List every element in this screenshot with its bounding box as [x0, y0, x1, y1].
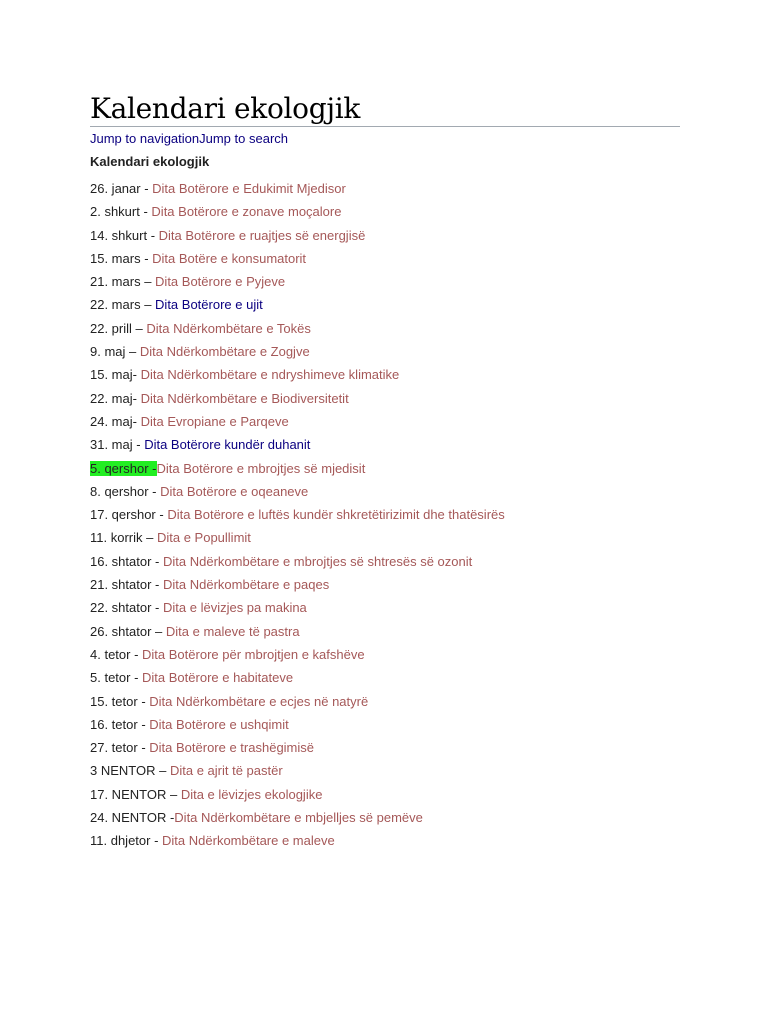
entry-separator: – [151, 623, 166, 639]
entry-separator: - [151, 553, 163, 569]
list-item [90, 666, 680, 689]
entry-event-link[interactable]: Dita Botërore e luftës kundër shkretëtirizimit dhe thatësirës [167, 507, 505, 523]
entry-event-link[interactable]: Dita Botërore e Edukimit Mjedisor [152, 181, 346, 196]
entry-separator: - [140, 181, 153, 196]
entry-event-link[interactable]: Dita e lëvizjes pa makina [163, 600, 307, 616]
entry-date: 22. shtator [90, 600, 152, 616]
jump-to-navigation-link[interactable]: Jump to navigation [90, 131, 200, 146]
entry-date: 11. dhjetor [90, 833, 151, 849]
entry-event-link[interactable]: Dita Botërore kundër duhanit [144, 437, 311, 453]
entry-separator: - [137, 693, 150, 709]
entry-separator: - [132, 390, 141, 406]
entry-event-link[interactable]: Dita Ndërkombëtare e paqes [163, 577, 330, 593]
entry-event-link[interactable]: Dita e Popullimit [156, 530, 251, 546]
entry-date: 22. prill [90, 320, 132, 336]
list-item [90, 550, 680, 573]
list-item [90, 480, 680, 503]
entry-event-link[interactable]: Dita Ndërkombëtare e maleve [162, 833, 335, 849]
list-item [90, 270, 680, 293]
entry-event-link[interactable]: Dita Botërore e Pyjeve [155, 274, 286, 290]
entry-separator: - [132, 437, 145, 453]
entry-date: 26. shtator [90, 623, 152, 639]
entry-date: 24. NENTOR [90, 810, 167, 826]
entry-separator: – [140, 297, 156, 313]
entry-event-link[interactable]: Dita Botërore e oqeaneve [160, 483, 309, 499]
jump-links [90, 131, 680, 147]
entry-separator: - [132, 367, 141, 383]
entry-date: 21. mars [90, 274, 141, 290]
list-item [90, 596, 680, 619]
entry-date: 9. maj [90, 344, 126, 360]
list-item [90, 503, 680, 526]
list-item [90, 433, 680, 456]
entry-event-link[interactable]: Dita e maleve të pastra [165, 623, 300, 639]
list-item [90, 573, 680, 596]
entry-date: 11. korrik [90, 530, 143, 546]
list-item [90, 620, 680, 643]
entry-date: 21. shtator [90, 577, 152, 593]
list-item [90, 690, 680, 713]
entry-event-link[interactable]: Dita Botërore e trashëgimisë [149, 740, 315, 756]
article [90, 92, 680, 853]
entry-event-link[interactable]: Dita Botërore e ruajtjes së energjisë [158, 227, 366, 243]
list-item [90, 387, 680, 410]
list-item [90, 736, 680, 759]
entry-date: 3 NENTOR [90, 763, 156, 779]
list-item [90, 829, 680, 852]
entry-date: 22. mars [90, 297, 141, 313]
entry-separator: – [140, 274, 156, 290]
entry-date: 8. qershor [90, 483, 149, 499]
entry-date: 26. janar [90, 181, 141, 196]
entry-event-link[interactable]: Dita Ndërkombëtare e ndryshimeve klimatike [140, 367, 400, 383]
entry-separator: - [130, 646, 143, 662]
entry-separator: - [130, 670, 143, 686]
entry-separator: - [148, 460, 157, 476]
list-item [90, 200, 680, 223]
list-item [90, 713, 680, 736]
entry-event-link[interactable]: Dita Botërore për mbrojtjen e kafshëve [142, 646, 365, 662]
list-item [90, 177, 680, 200]
list-item [90, 526, 680, 549]
entry-date: 15. maj [90, 367, 133, 383]
entry-event-link[interactable]: Dita e ajrit të pastër [169, 763, 283, 779]
entry-event-link[interactable]: Dita Botëre e konsumatorit [152, 250, 307, 266]
entry-date: 5. tetor [90, 670, 131, 686]
entry-date: 24. maj [90, 413, 133, 429]
entry-event-link[interactable]: Dita Ndërkombëtare e Tokës [146, 320, 311, 336]
list-item [90, 806, 680, 829]
list-item [90, 224, 680, 247]
entry-separator: - [166, 810, 175, 826]
list-item [90, 783, 680, 806]
section-heading: Kalendari ekologjik [90, 154, 210, 169]
list-item [90, 247, 680, 270]
entry-separator: - [155, 507, 168, 523]
entry-event-link[interactable]: Dita Botërore e ushqimit [149, 716, 289, 732]
entry-event-link[interactable]: Dita Botërore e ujit [155, 297, 263, 313]
entry-separator: - [151, 600, 163, 616]
title-divider [90, 126, 680, 127]
entry-separator: - [132, 413, 141, 429]
entry-date: 2. shkurt [90, 204, 140, 220]
entry-separator: - [151, 577, 163, 593]
entry-date: 31. maj [90, 437, 133, 453]
entry-event-link[interactable]: Dita Ndërkombëtare e mbjelljes së pemëve [174, 810, 423, 826]
entry-date: 27. tetor [90, 740, 138, 756]
jump-to-search-link[interactable]: Jump to search [199, 131, 288, 146]
calendar-list [90, 177, 680, 853]
entry-separator: – [166, 786, 181, 802]
entry-date: 14. shkurt [90, 227, 148, 243]
entry-event-link[interactable]: Dita Botërore e zonave moçalore [151, 204, 342, 220]
list-item [90, 340, 680, 363]
entry-date: 17. NENTOR [90, 786, 167, 802]
entry-date: 16. tetor [90, 716, 138, 732]
entry-event-link[interactable]: Dita Ndërkombëtare e Zogjve [139, 344, 310, 360]
list-item [90, 363, 680, 386]
entry-event-link[interactable]: Dita Botërore e habitateve [142, 670, 294, 686]
list-item [90, 410, 680, 433]
entry-date: 17. qershor [90, 507, 156, 523]
entry-event-link[interactable]: Dita Botërore e mbrojtjes së mjedisit [156, 460, 366, 476]
entry-separator: - [139, 204, 152, 220]
entry-event-link[interactable]: Dita Ndërkombëtare e Biodiversitetit [140, 390, 349, 406]
entry-separator: - [148, 483, 161, 499]
entry-event-link[interactable]: Dita e lëvizjes ekologjike [180, 786, 323, 802]
entry-separator: - [147, 227, 159, 243]
entry-event-link[interactable]: Dita Ndërkombëtare e mbrojtjes së shtresës së ozonit [163, 553, 473, 569]
page-title: Kalendari ekologjik [90, 92, 361, 125]
entry-date: 22. maj [90, 390, 133, 406]
entry-separator: – [125, 344, 140, 360]
entry-separator: – [131, 320, 147, 336]
entry-separator: - [150, 833, 163, 849]
list-item [90, 643, 680, 666]
entry-separator: – [155, 763, 170, 779]
entry-date: 15. tetor [90, 693, 138, 709]
entry-separator: - [137, 740, 150, 756]
list-item [90, 317, 680, 340]
entry-event-link[interactable]: Dita Evropiane e Parqeve [140, 413, 289, 429]
list-item [90, 759, 680, 782]
entry-separator: - [140, 250, 153, 266]
entry-date: 15. mars [90, 250, 141, 266]
list-item [90, 293, 680, 316]
entry-separator: – [142, 530, 157, 546]
entry-event-link[interactable]: Dita Ndërkombëtare e ecjes në natyrë [149, 693, 369, 709]
list-item [90, 457, 680, 480]
entry-date: 5. qershor [90, 460, 149, 476]
entry-separator: - [137, 716, 150, 732]
entry-date: 4. tetor [90, 646, 131, 662]
entry-date: 16. shtator [90, 553, 152, 569]
